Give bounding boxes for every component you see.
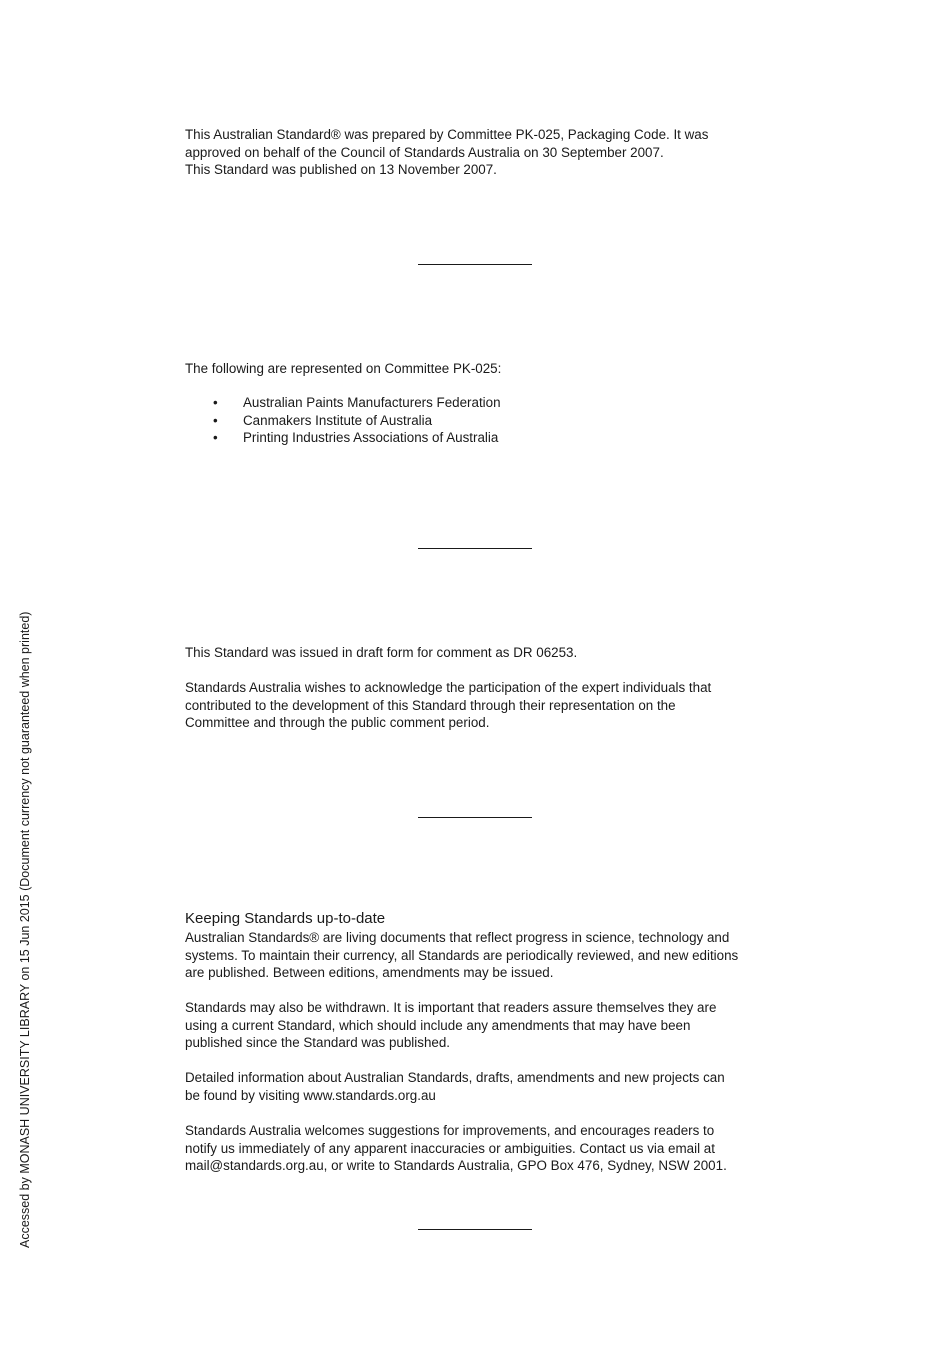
committee-member-name: Canmakers Institute of Australia: [243, 412, 433, 428]
committee-intro: The following are represented on Committee PK-025:: [185, 361, 502, 376]
section-divider: [418, 264, 532, 265]
list-item: [185, 394, 785, 412]
withdrawal-paragraph: Standards may also be withdrawn. It is important that readers assure themselves they are using a current Standard, which should include any amendments that may have been published since the Standard was published.: [185, 1000, 717, 1051]
draft-statement: This Standard was issued in draft form for comment as DR 06253.: [185, 645, 578, 660]
bullet-icon: •: [213, 395, 218, 410]
committee-member-name: Printing Industries Associations of Australia: [243, 430, 499, 446]
list-item: [185, 429, 785, 447]
bullet-icon: •: [213, 412, 218, 428]
feedback-paragraph: Standards Australia welcomes suggestions for improvements, and encourages readers to notify us immediately of any apparent inaccuracies or ambiguities. Contact us via email at mail@standards.org.au, or write to Standards Australia, GPO Box 476, Sydney, NSW 2001.: [185, 1123, 727, 1174]
bullet-icon: •: [213, 430, 218, 446]
information-paragraph: Detailed information about Australian Standards, drafts, amendments and new projects can be found by visiting www.standards.org.au: [185, 1070, 725, 1103]
access-watermark: Accessed by MONASH UNIVERSITY LIBRARY on 15 Jun 2015 (Document currency not guaranteed when printed): [18, 611, 32, 1248]
committee-member-list: [185, 394, 785, 447]
committee-member-name: Australian Paints Manufacturers Federation: [243, 395, 501, 410]
list-item: [185, 412, 785, 430]
section-divider: [418, 1229, 532, 1230]
acknowledgement-paragraph: Standards Australia wishes to acknowledge the participation of the expert individuals that contributed to the development of this Standard through their representation on the Committee and through the public comment period.: [185, 680, 712, 731]
living-documents-paragraph: Australian Standards® are living documents that reflect progress in science, technology and systems. To maintain their currency, all Standards are periodically reviewed, and new editions are published. Between editions, amendments may be issued.: [185, 930, 739, 981]
section-divider: [418, 817, 532, 818]
prepared-statement: This Australian Standard® was prepared by Committee PK-025, Packaging Code. It was approved on behalf of the Council of Standards Australia on 30 September 2007. This Standard was published on 13 November 2007.: [185, 127, 709, 178]
section-heading: Keeping Standards up-to-date: [185, 910, 386, 927]
section-divider: [418, 548, 532, 549]
